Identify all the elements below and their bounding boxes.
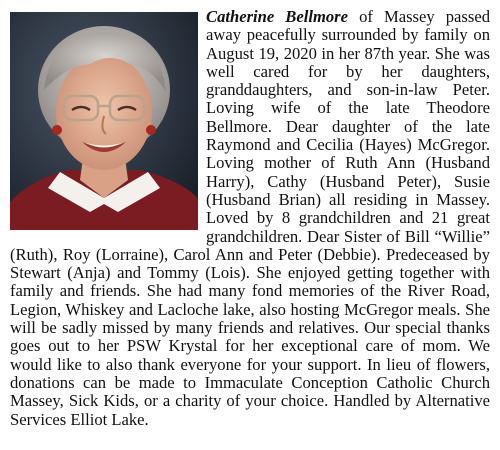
- deceased-name: Catherine Bellmore: [206, 8, 348, 26]
- portrait-photo: [10, 12, 198, 230]
- obituary-paragraph: of Massey passed away peacefully surrounded by family on August 19, 2020 in her 87th year. She was well cared for by her daughters, granddaughters, and son-in-law Peter. Loving wife of the late Theodore Bellmore. Dear daughter of the late Raymond and Cecilia (Hayes) McGregor. Loving mother of Ruth Ann (Husband Harry), Cathy (Husband Peter), Susie (Husband Brian) all residing in Massey. Loved by 8 grandchildren and 21 great grandchildren. Dear Sister of Bill “Willie” (Ruth), Roy (Lorraine), Carol Ann and Peter (Debbie). Predeceased by Stewart (Anja) and Tommy (Lois). She enjoyed getting together with family and friends. She had many fond memories of the River Road, Legion, Whiskey and Lacloche lake, also hosting McGregor meals. She will be sadly missed by many friends and relatives. Our special thanks goes out to her PSW Krystal for her exceptional care of mom. We would like to also thank everyone for your support. In lieu of flowers, donations can be made to Immaculate Conception Catholic Church Massey, Sick Kids, or a charity of your choice. Handled by Alternative Services Elliot Lake.: [10, 8, 490, 429]
- obituary-notice: [10, 8, 490, 444]
- portrait-image: [10, 12, 198, 230]
